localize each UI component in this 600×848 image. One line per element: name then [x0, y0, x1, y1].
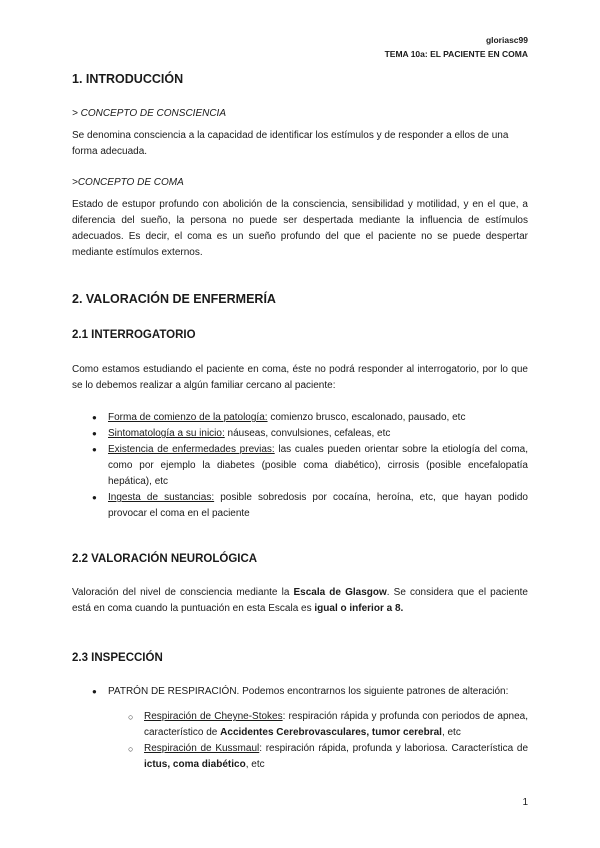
- page-number: 1: [522, 797, 528, 808]
- neuro-text: Valoración del nivel de consciencia mediante la Escala de Glasgow. Se considera que el paciente está en coma cuando la puntuación en esta Escala es igual o inferior a 8.: [72, 587, 528, 614]
- bullet-icon: ●: [92, 687, 97, 696]
- section-2-1-title: 2.1 INTERROGATORIO: [72, 329, 196, 341]
- bullet-icon: ●: [92, 445, 97, 454]
- section-2-2-title: 2.2 VALORACIÓN NEUROLÓGICA: [72, 553, 258, 565]
- concept-coma-label: >CONCEPTO DE COMA: [72, 177, 184, 188]
- concept-consciousness-label: > CONCEPTO DE CONSCIENCIA: [72, 108, 227, 119]
- sub-list-item: Respiración de Cheyne-Stokes: respiración rápida y profunda con periodos de apnea, característico de Accidentes Cerebrovasculares, tumor cerebral, etc: [144, 711, 528, 738]
- topic-title: TEMA 10a: EL PACIENTE EN COMA: [384, 49, 528, 59]
- list-item: PATRÓN DE RESPIRACIÓN. Podemos encontrarnos los siguiente patrones de alteración:: [108, 686, 509, 697]
- interrogatorio-text: Como estamos estudiando el paciente en coma, éste no podrá responder al interrogatorio, por lo que se lo debemos realizar a algún familiar cercano al paciente:: [72, 364, 528, 391]
- circle-bullet-icon: ○: [128, 712, 134, 722]
- list-item: Forma de comienzo de la patología: comienzo brusco, escalonado, pausado, etc: [108, 412, 466, 423]
- list-item: Sintomatología a su inicio: náuseas, convulsiones, cefaleas, etc: [108, 428, 391, 439]
- author-name: gloriasc99: [485, 35, 528, 45]
- sub-list-item: Respiración de Kussmaul: respiración rápida, profunda y laboriosa. Característica de ictus, coma diabético, etc: [144, 743, 529, 770]
- concept-coma-text: Estado de estupor profundo con abolición de la consciencia, sensibilidad y motilidad, y en el que, a diferencia del sueño, la persona no puede ser despertada mediante la influencia de estímulos adecuados. Es decir, el coma es un sueño profundo del que el paciente no se puede despertar mediante estímulos externos.: [72, 199, 528, 258]
- list-item: Existencia de enfermedades previas: las cuales pueden orientar sobre la etiología del coma, como por ejemplo la diabetes (posible coma diabético), cirrosis (posible encefalopatía hepática), etc: [108, 444, 528, 487]
- concept-consciousness-text: Se denomina consciencia a la capacidad de identificar los estímulos y de responder a ellos de una forma adecuada.: [72, 130, 509, 157]
- section-1-title: 1. INTRODUCCIÓN: [72, 72, 184, 86]
- bullet-icon: ●: [92, 413, 97, 422]
- list-item: Ingesta de sustancias: posible sobredosis por cocaína, heroína, etc, que hayan podido provocar el coma en el paciente: [108, 492, 528, 519]
- bullet-icon: ●: [92, 493, 97, 502]
- circle-bullet-icon: ○: [128, 744, 134, 754]
- section-2-title: 2. VALORACIÓN DE ENFERMERÍA: [72, 292, 276, 306]
- section-2-3-title: 2.3 INSPECCIÓN: [72, 652, 163, 664]
- bullet-icon: ●: [92, 429, 97, 438]
